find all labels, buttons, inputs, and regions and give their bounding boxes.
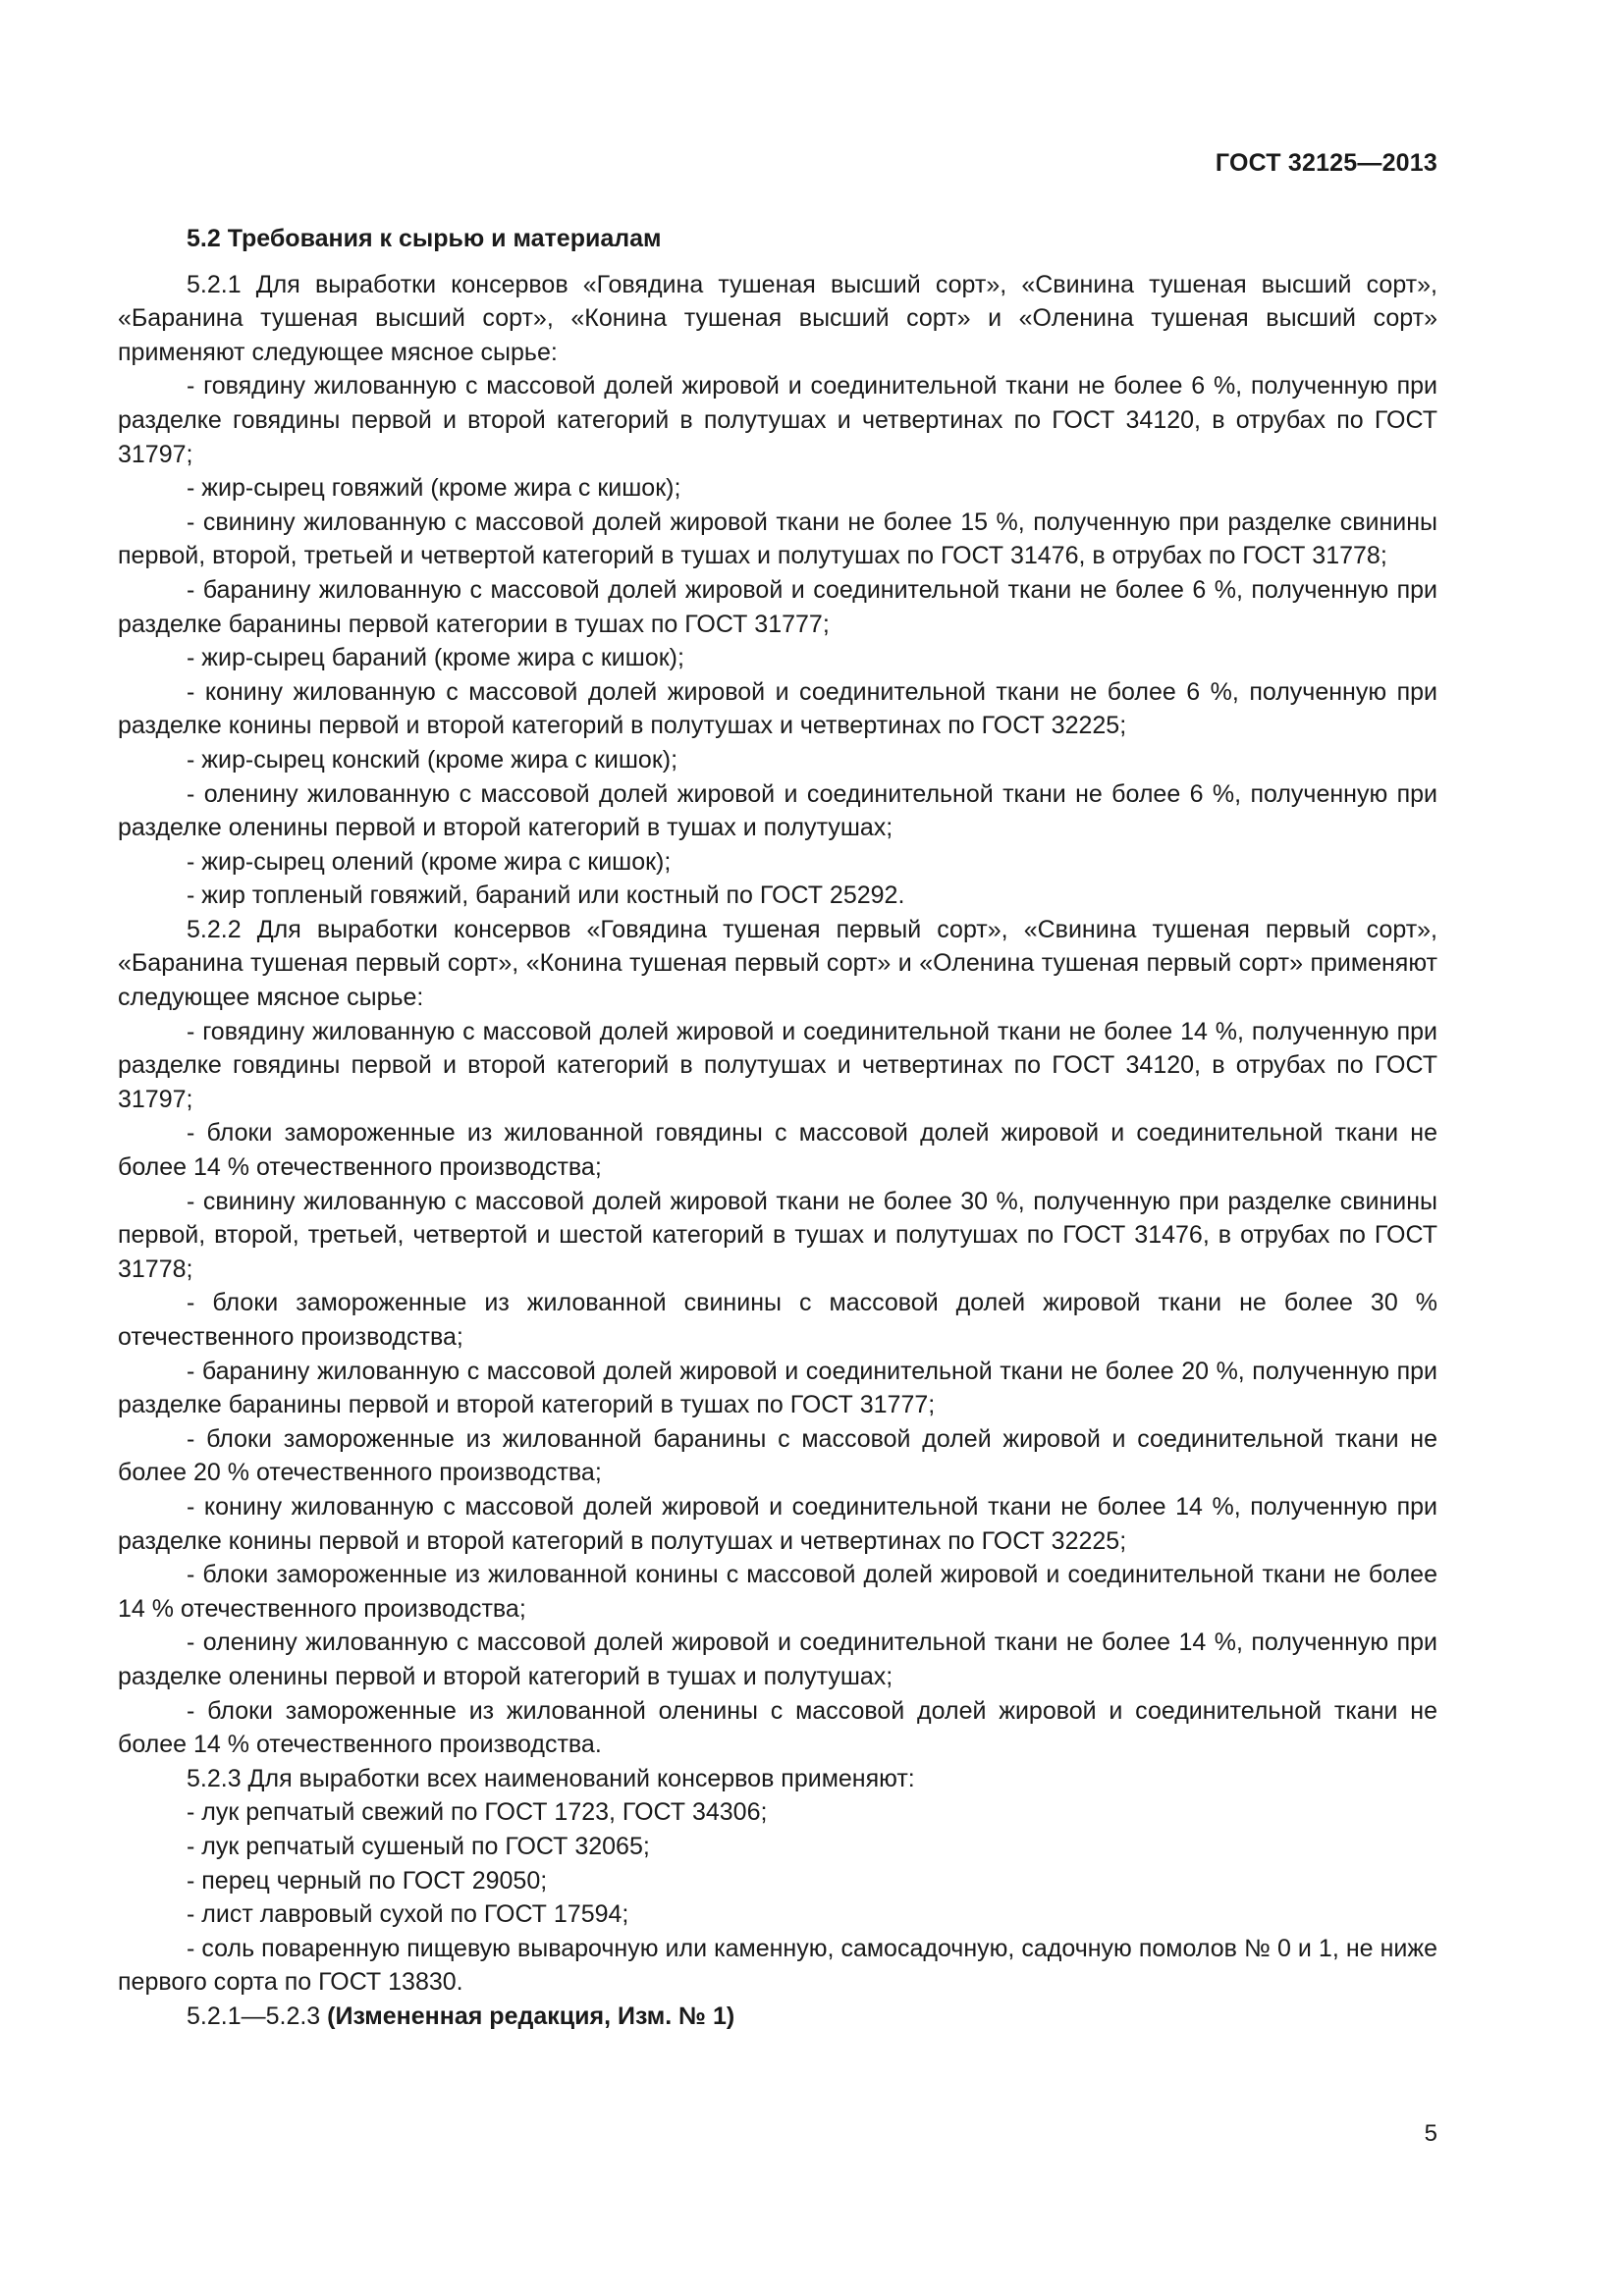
list-item: - свинину жилованную с массовой долей жировой ткани не более 30 %, полученную при разделке свинины первой, второй, третьей, четвертой и шестой категорий в тушах и полутушах по ГОСТ 31476, в отрубах по ГОСТ 31778;: [118, 1187, 1437, 1283]
list-item: - баранину жилованную с массовой долей жировой и соединительной ткани не более 6 %, полученную при разделке баранины первой категории в тушах по ГОСТ 31777;: [118, 575, 1437, 638]
list-item: - баранину жилованную с массовой долей жировой и соединительной ткани не более 20 %, полученную при разделке баранины первой и второй категорий в тушах по ГОСТ 31777;: [118, 1357, 1437, 1419]
amendment-note: [118, 2000, 1437, 2034]
amendment-text: (Измененная редакция, Изм. № 1): [327, 2002, 735, 2030]
list-item: - блоки замороженные из жилованной свинины с массовой долей жировой ткани не более 30 % отечественного производства;: [118, 1289, 1437, 1351]
page-number: 5: [1424, 2120, 1437, 2147]
paragraph-5-2-3: 5.2.3 Для выработки всех наименований консервов применяют:: [187, 1764, 915, 1792]
list-item: - жир-сырец олений (кроме жира с кишок);: [187, 847, 672, 876]
list-item: - жир-сырец конский (кроме жира с кишок);: [187, 745, 678, 774]
section-title: 5.2 Требования к сырью и материалам: [187, 225, 662, 252]
list-item: - говядину жилованную с массовой долей жировой и соединительной ткани не более 6 %, полученную при разделке говядины первой и второй категорий в полутушах и четвертинах по ГОСТ 34120, в отрубах по ГОСТ 31797;: [118, 372, 1437, 468]
amendment-ref: 5.2.1—5.2.3: [187, 2002, 321, 2030]
list-item: - оленину жилованную с массовой долей жировой и соединительной ткани не более 6 %, полученную при разделке оленины первой и второй категорий в тушах и полутушах;: [118, 779, 1437, 842]
document-id-header: ГОСТ 32125—2013: [1215, 149, 1437, 177]
list-item: - лук репчатый сушеный по ГОСТ 32065;: [187, 1832, 650, 1860]
list-item: - блоки замороженные из жилованной говядины с массовой долей жировой и соединительной ткани не более 14 % отечественного производства;: [118, 1119, 1437, 1182]
list-item: - жир топленый говяжий, бараний или костный по ГОСТ 25292.: [187, 881, 905, 910]
list-item: - лук репчатый свежий по ГОСТ 1723, ГОСТ 34306;: [187, 1798, 768, 1827]
list-item: - жир-сырец говяжий (кроме жира с кишок);: [187, 474, 681, 503]
list-item: - конину жилованную с массовой долей жировой и соединительной ткани не более 14 %, полученную при разделке конины первой и второй категорий в полутушах и четвертинах по ГОСТ 32225;: [118, 1492, 1437, 1555]
list-item: - оленину жилованную с массовой долей жировой и соединительной ткани не более 14 %, полученную при разделке оленины первой и второй категорий в тушах и полутушах;: [118, 1629, 1437, 1690]
list-item: - блоки замороженные из жилованной конины с массовой долей жировой и соединительной ткани не более 14 % отечественного производства;: [118, 1561, 1437, 1623]
document-body: [118, 222, 1437, 2033]
list-item: - соль поваренную пищевую выварочную или каменную, самосадочную, садочную помолов № 0 и 1, не ниже первого сорта по ГОСТ 13830.: [118, 1934, 1437, 1997]
list-item: - свинину жилованную с массовой долей жировой ткани не более 15 %, полученную при разделке свинины первой, второй, третьей и четвертой категорий в тушах и полутушах по ГОСТ 31476, в отрубах по ГОСТ 31778;: [118, 507, 1437, 570]
list-item: - конину жилованную с массовой долей жировой и соединительной ткани не более 6 %, полученную при разделке конины первой и второй категорий в полутушах и четвертинах по ГОСТ 32225;: [118, 677, 1437, 740]
paragraph-5-2-2: 5.2.2 Для выработки консервов «Говядина тушеная первый сорт», «Свинина тушеная первый сорт», «Баранина тушеная первый сорт», «Конина тушеная первый сорт» и «Оленина тушеная первый сорт» применяют следующее мясное сырье:: [118, 915, 1437, 1012]
list-item: - блоки замороженные из жилованной баранины с массовой долей жировой и соединительной ткани не более 20 % отечественного производства;: [118, 1424, 1437, 1487]
list-item: - лист лавровый сухой по ГОСТ 17594;: [187, 1900, 629, 1929]
list-item: - жир-сырец бараний (кроме жира с кишок);: [187, 644, 684, 672]
list-item: - перец черный по ГОСТ 29050;: [187, 1866, 548, 1895]
list-item: - говядину жилованную с массовой долей жировой и соединительной ткани не более 14 %, полученную при разделке говядины первой и второй категорий в полутушах и четвертинах по ГОСТ 34120, в отрубах по ГОСТ 31797;: [118, 1017, 1437, 1113]
list-item: - блоки замороженные из жилованной оленины с массовой долей жировой и соединительной ткани не более 14 % отечественного производства.: [118, 1696, 1437, 1759]
paragraph-5-2-1: 5.2.1 Для выработки консервов «Говядина тушеная высший сорт», «Свинина тушеная высший сорт», «Баранина тушеная высший сорт», «Конина тушеная высший сорт» и «Оленина тушеная высший сорт» применяют следующее мясное сырье:: [118, 270, 1437, 366]
